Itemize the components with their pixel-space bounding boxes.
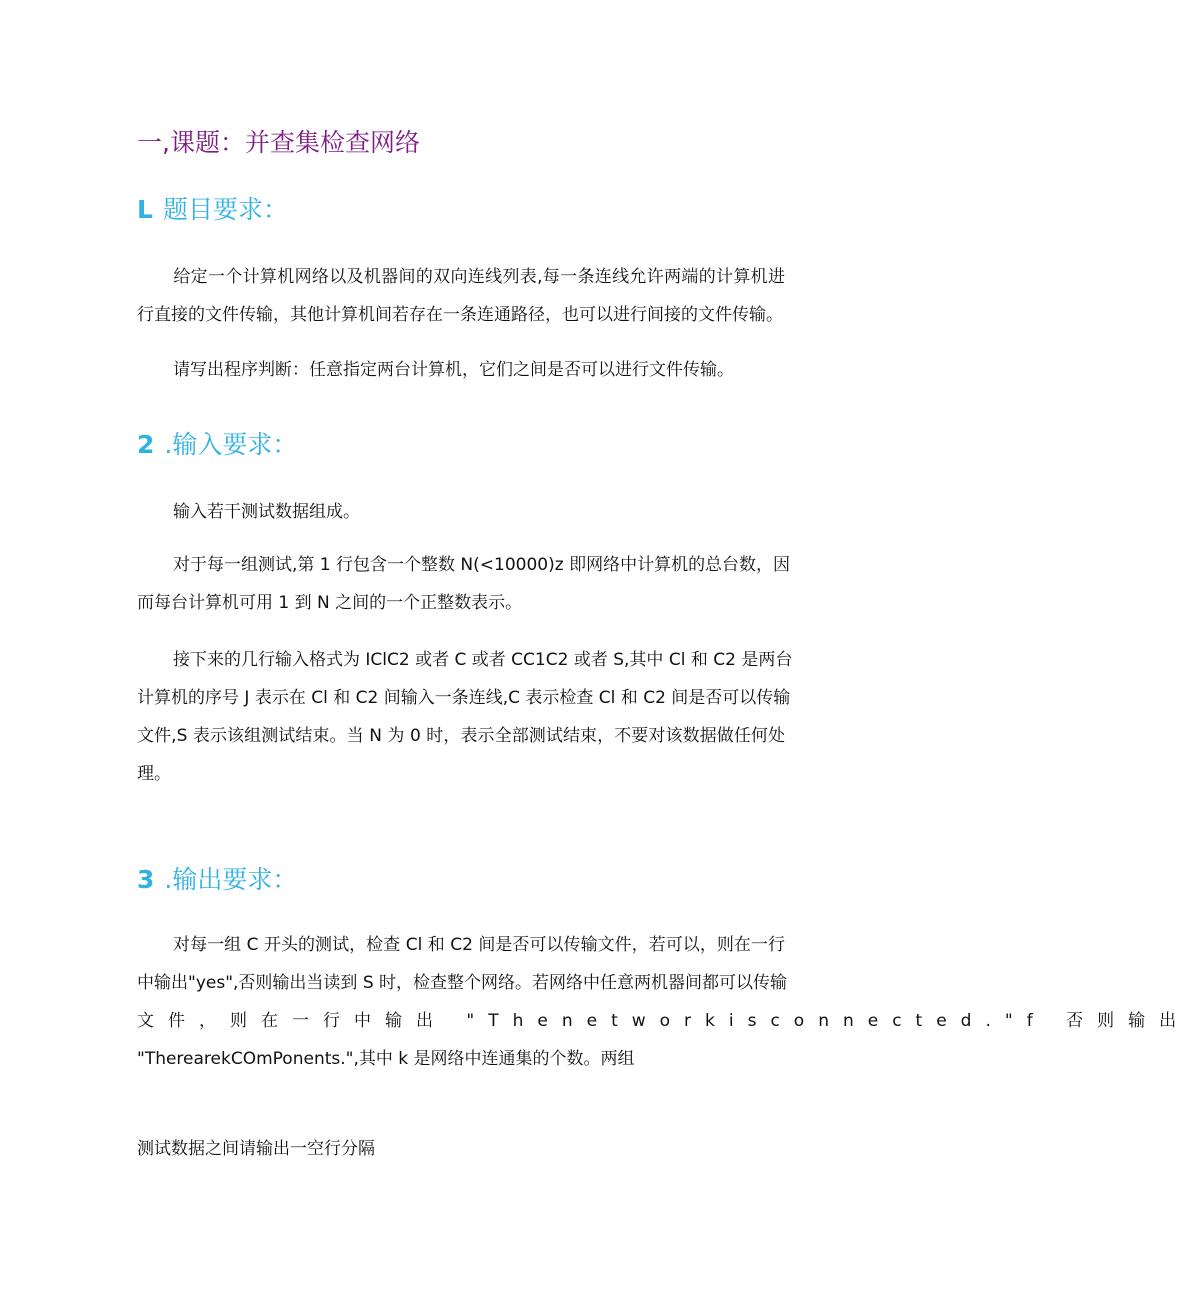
section-number: 2 (137, 430, 155, 459)
paragraph (137, 641, 793, 793)
section-heading-requirements (137, 193, 288, 227)
paragraph-line: 对每一组 C 开头的测试，检查 Cl 和 C2 间是否可以传输文件，若可以，则在一行 (173, 935, 785, 955)
paragraph-line: 中输出"yes",否则输出当读到 S 时，检查整个网络。若网络中任意两机器间都可以传输 (137, 973, 788, 993)
paragraph (137, 351, 785, 389)
paragraph-line: 理。 (137, 764, 171, 784)
section-heading-text: .输出要求： (164, 865, 298, 894)
section-number: 3 (137, 865, 155, 894)
paragraph-line: 而每台计算机可用 1 到 N 之间的一个正整数表示。 (137, 593, 523, 613)
section-heading-text: .输入要求： (164, 430, 298, 459)
paragraph (137, 546, 791, 622)
paragraph-line: 给定一个计算机网络以及机器间的双向连线列表,每一条连线允许两端的计算机进 (173, 267, 785, 287)
section-number: L (137, 195, 153, 224)
paragraph-line: 文件,S 表示该组测试结束。当 N 为 0 时，表示全部测试结束，不要对该数据做任何处 (137, 726, 785, 746)
paragraph (137, 258, 785, 334)
section-heading-text: 题目要求： (162, 195, 288, 224)
paragraph-line: 计算机的序号 J 表示在 Cl 和 C2 间输入一条连线,C 表示检查 Cl 和 C2 间是否可以传输 (137, 688, 791, 708)
section-heading-input (137, 428, 297, 462)
document-title: 一,课题：并查集检查网络 (137, 128, 420, 157)
paragraph (137, 926, 1190, 1078)
paragraph-line: "TherearekCOmPonents.",其中 k 是网络中连通集的个数。两组 (137, 1049, 635, 1069)
paragraph-line: 对于每一组测试,第 1 行包含一个整数 N(<10000)z 即网络中计算机的总台数，因 (173, 555, 791, 575)
paragraph (137, 493, 785, 531)
section-heading-output (137, 863, 297, 897)
trailing-text: 测试数据之间请输出一空行分隔 (137, 1139, 375, 1159)
paragraph-line: 请写出程序判断：任意指定两台计算机，它们之间是否可以进行文件传输。 (173, 360, 734, 380)
paragraph-line: 文件，则在一行中输出 "Thenetworkisconnected."f 否则输出 (137, 1011, 1190, 1031)
paragraph-line: 行直接的文件传输，其他计算机间若存在一条连通路径，也可以进行间接的文件传输。 (137, 305, 783, 325)
paragraph-line: 接下来的几行输入格式为 IClC2 或者 C 或者 CC1C2 或者 S,其中 Cl 和 C2 是两台 (173, 650, 793, 670)
paragraph-line: 输入若干测试数据组成。 (173, 502, 360, 522)
